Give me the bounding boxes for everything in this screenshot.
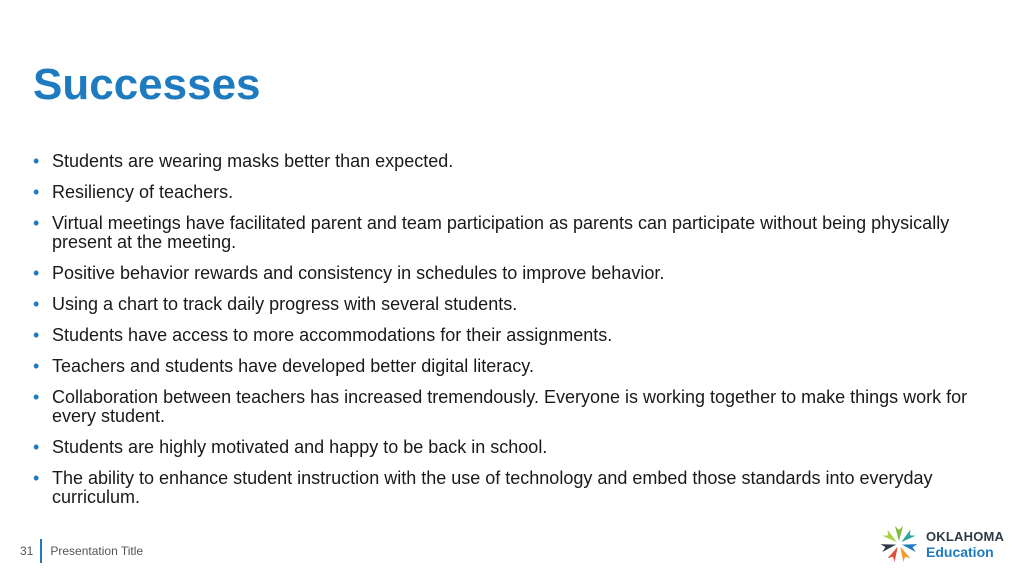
oklahoma-star-logo-icon	[878, 523, 920, 565]
bullet-item	[33, 183, 1008, 202]
bullet-item	[33, 326, 1008, 345]
page-number: 31	[20, 544, 34, 558]
slide-footer	[20, 539, 143, 563]
bullet-item	[33, 264, 1008, 283]
bullet-dot: •	[33, 325, 40, 345]
bullet-dot: •	[33, 263, 40, 283]
bullet-text: Students are wearing masks better than expected.	[52, 151, 454, 171]
bullet-item	[33, 152, 1008, 171]
logo-text	[926, 529, 1004, 560]
oklahoma-education-logo	[878, 522, 1008, 566]
slide-title: Successes	[33, 60, 261, 109]
bullet-item	[33, 469, 1008, 507]
logo-line-oklahoma: OKLAHOMA	[926, 528, 1005, 544]
bullet-item	[33, 357, 1008, 376]
presentation-title: Presentation Title	[50, 544, 144, 558]
bullet-dot: •	[33, 437, 40, 457]
bullet-dot: •	[33, 294, 40, 314]
bullet-dot: •	[33, 151, 40, 171]
bullet-dot: •	[33, 213, 40, 233]
logo-petal-green	[895, 526, 903, 541]
bullet-dot: •	[33, 468, 40, 488]
logo-petal-blue	[901, 541, 917, 552]
logo-line-education: Education	[926, 543, 994, 560]
bullet-item	[33, 214, 1008, 252]
bullet-text: Teachers and students have developed better digital literacy.	[52, 356, 534, 376]
footer-divider	[40, 539, 42, 563]
bullet-item	[33, 295, 1008, 314]
bullet-text: Students have access to more accommodations for their assignments.	[52, 325, 613, 345]
bullet-text: Virtual meetings have facilitated parent and team participation as parents can participate without being physically present at the meeting.	[52, 213, 950, 252]
bullet-text: Resiliency of teachers.	[52, 182, 234, 202]
bullet-dot: •	[33, 356, 40, 376]
logo-petal-dark	[881, 541, 897, 552]
bullet-item	[33, 388, 1008, 426]
bullet-text: Using a chart to track daily progress with several students.	[52, 294, 518, 314]
bullet-text: Collaboration between teachers has increased tremendously. Everyone is working together to make things work for every student.	[52, 387, 968, 426]
bullet-dot: •	[33, 182, 40, 202]
bullet-text: Students are highly motivated and happy to be back in school.	[52, 437, 548, 457]
bullet-dot: •	[33, 387, 40, 407]
bullet-list	[33, 152, 1008, 519]
bullet-text: The ability to enhance student instruction with the use of technology and embed those standards into everyday curriculum.	[52, 468, 933, 507]
bullet-text: Positive behavior rewards and consistency in schedules to improve behavior.	[52, 263, 665, 283]
bullet-item	[33, 438, 1008, 457]
